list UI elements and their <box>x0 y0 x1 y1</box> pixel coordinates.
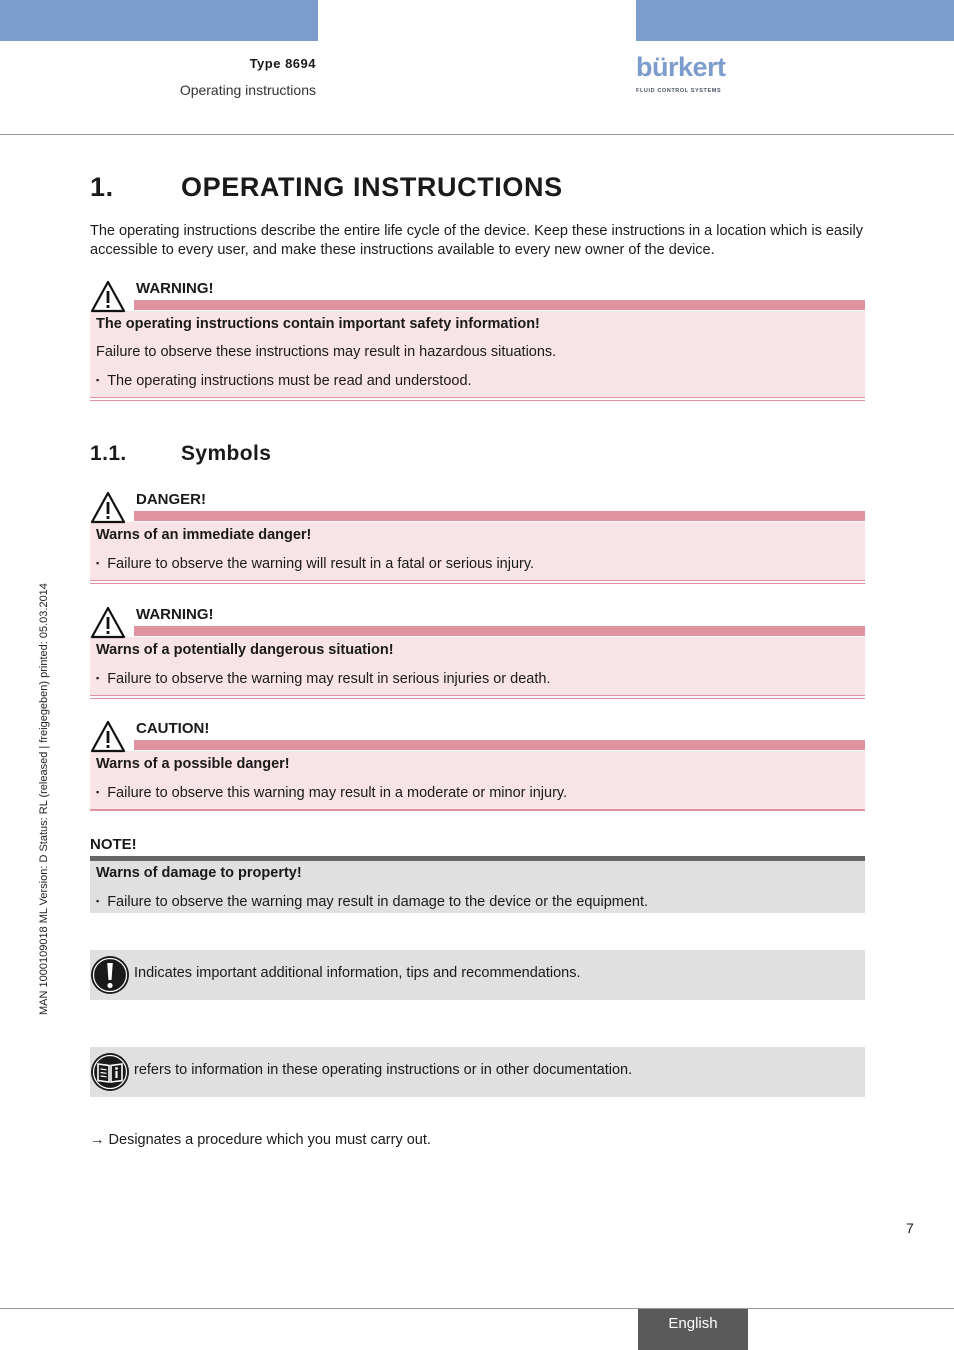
warning-label: WARNING! <box>136 280 214 297</box>
danger-triangle-icon <box>90 491 126 524</box>
footer-divider <box>0 1308 954 1309</box>
caution-bar <box>134 740 865 750</box>
language-tab: English <box>638 1309 748 1350</box>
danger-body <box>90 522 865 580</box>
section-number: 1. <box>90 172 114 202</box>
warning-text: Failure to observe these instructions may result in hazardous situations. <box>96 344 557 360</box>
warning-triangle-icon <box>90 280 126 313</box>
caution-body <box>90 751 865 809</box>
caution-bullet: ▪ Failure to observe this warning may result in a moderate or minor injury. <box>96 781 859 809</box>
header-band-right <box>636 0 954 41</box>
header-divider <box>0 134 954 135</box>
warning-triangle-icon <box>90 606 126 639</box>
doc-type: Type 8694 <box>249 56 316 71</box>
caution-block <box>90 720 865 811</box>
info-tip-box <box>90 950 865 1000</box>
note-label: NOTE! <box>90 836 137 853</box>
caution-headline: Warns of a possible danger! <box>96 756 290 772</box>
arrow-right-icon: → <box>90 1132 105 1148</box>
procedure-text: Designates a procedure which you must carry out. <box>104 1132 431 1148</box>
section-title: OPERATING INSTRUCTIONS <box>181 172 563 202</box>
header-band-left <box>0 0 318 41</box>
warning-bar <box>134 626 865 636</box>
danger-bar <box>134 511 865 521</box>
warning-main-block <box>90 280 865 401</box>
info-ref-text: refers to information in these operating instructions or in other documentation. <box>134 1062 633 1078</box>
procedure-line <box>90 1132 431 1148</box>
note-bullet: ▪ Failure to observe the warning may result in damage to the device or the equipment. <box>96 891 859 919</box>
logo-word: bürkert <box>636 52 726 82</box>
intro-paragraph: The operating instructions describe the entire life cycle of the device. Keep these instructions in a location which is easily accessible to every user, and make these instructions available to every new owner of the device. <box>90 223 863 258</box>
warning-bar <box>134 300 865 310</box>
warning-symbol-label: WARNING! <box>136 606 214 623</box>
danger-label: DANGER! <box>136 491 206 508</box>
subsection-title: Symbols <box>181 442 272 465</box>
doc-subtitle: Operating instructions <box>179 82 316 98</box>
note-headline: Warns of damage to property! <box>96 865 302 881</box>
warning-bullet: ▪ The operating instructions must be read and understood. <box>96 369 859 397</box>
danger-headline: Warns of an immediate danger! <box>96 527 312 543</box>
warning-symbol-footer-rule <box>90 695 865 699</box>
logo-tagline: FLUID CONTROL SYSTEMS <box>636 88 722 94</box>
info-ref-box <box>90 1047 865 1097</box>
subsection-heading <box>90 442 271 466</box>
burkert-logo <box>636 52 746 98</box>
caution-label: CAUTION! <box>136 720 210 737</box>
warning-footer-rule <box>90 397 865 401</box>
info-tip-text: Indicates important additional information, tips and recommendations. <box>134 965 581 981</box>
exclamation-icon <box>90 955 130 995</box>
subsection-number: 1.1. <box>90 442 127 465</box>
warning-symbol-bullet: ▪ Failure to observe the warning may result in serious injuries or death. <box>96 667 859 695</box>
page-number: 7 <box>906 1220 914 1236</box>
note-block <box>90 856 865 913</box>
danger-bullet: ▪ Failure to observe the warning will result in a fatal or serious injury. <box>96 552 859 580</box>
side-document-info: MAN 1000109018 ML Version: D Status: RL (released | freigegeben) printed: 05.03.2014 <box>38 583 50 1015</box>
caution-footer-rule <box>90 809 865 811</box>
warning-headline: The operating instructions contain important safety information! <box>96 316 540 332</box>
warning-body <box>90 311 865 397</box>
danger-block <box>90 491 865 584</box>
caution-triangle-icon <box>90 720 126 753</box>
warning-symbol-headline: Warns of a potentially dangerous situation! <box>96 642 394 658</box>
warning-symbol-body <box>90 637 865 695</box>
book-info-icon <box>90 1052 130 1092</box>
danger-footer-rule <box>90 580 865 584</box>
warning-symbol-block <box>90 606 865 699</box>
section-heading <box>90 172 563 203</box>
